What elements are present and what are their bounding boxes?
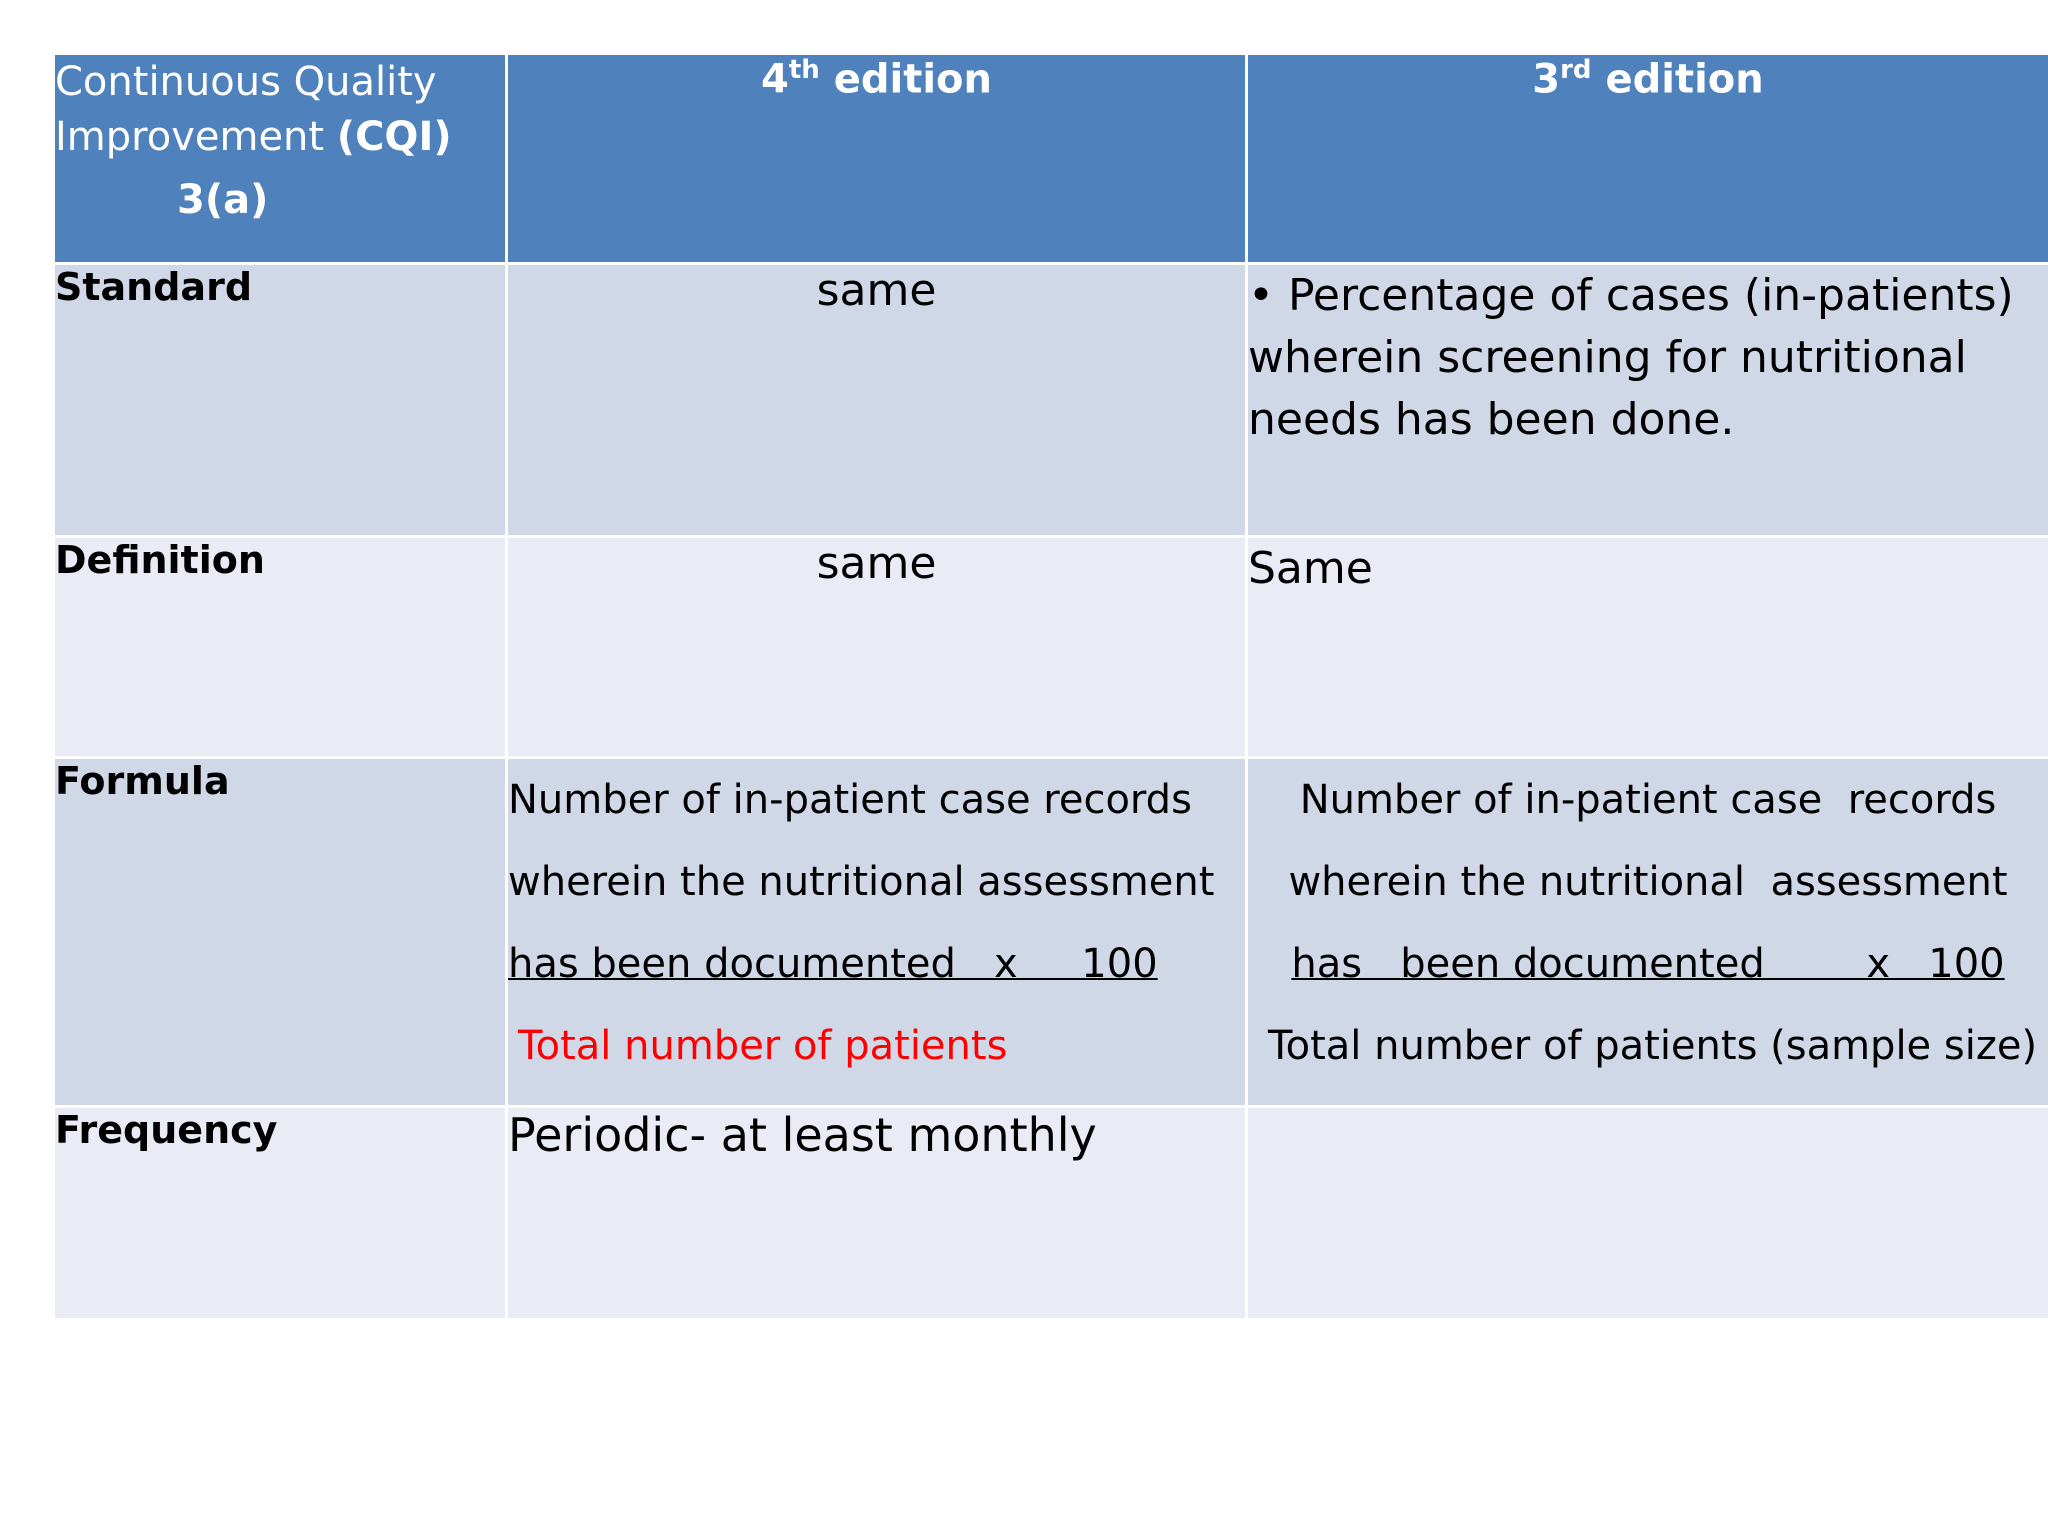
- header-title-line1: Continuous Quality: [55, 59, 437, 105]
- header-4th-sup: th: [788, 55, 820, 85]
- formula-4th-line2: wherein the nutritional assessment: [508, 859, 1215, 905]
- header-4th-num: 4: [761, 56, 789, 103]
- header-title-line2: Improvement: [55, 114, 337, 160]
- formula-3rd-line3-wrap: [1248, 923, 2048, 1005]
- row-label-formula: Formula: [54, 758, 507, 1107]
- definition-4th: same: [507, 537, 1247, 758]
- definition-3rd: Same: [1247, 537, 2048, 758]
- table-row-formula: [54, 758, 2048, 1107]
- table-row-frequency: [54, 1107, 2048, 1320]
- frequency-4th: Periodic- at least monthly: [507, 1107, 1247, 1320]
- formula-3rd-line2: wherein the nutritional assessment: [1288, 859, 2008, 905]
- formula-4th: [507, 758, 1247, 1107]
- row-label-definition: Definition: [54, 537, 507, 758]
- header-title-code: 3(a): [177, 177, 269, 223]
- header-title-cell: [54, 54, 507, 264]
- formula-4th-denominator: Total number of patients: [518, 1023, 1008, 1069]
- comparison-table: [52, 52, 2048, 1321]
- header-3rd-edition: [1247, 54, 2048, 264]
- row-label-frequency: Frequency: [54, 1107, 507, 1320]
- header-row: [54, 54, 2048, 264]
- formula-4th-line3-wrap: [508, 923, 1245, 1005]
- formula-3rd-line3: has been documented x 100: [1291, 941, 2005, 987]
- table-row-definition: [54, 537, 2048, 758]
- header-4th-text: edition: [819, 56, 992, 103]
- header-3rd-text: edition: [1591, 56, 1764, 103]
- formula-4th-line3: has been documented x 100: [508, 941, 1158, 987]
- header-title-abbr: (CQI): [336, 114, 452, 160]
- header-3rd-sup: rd: [1560, 55, 1592, 85]
- standard-3rd: • Percentage of cases (in-patients) wherein screening for nutritional needs has been done.: [1247, 264, 2048, 537]
- formula-3rd-denominator: Total number of patients (sample size): [1268, 1023, 2038, 1069]
- formula-3rd-line1: Number of in-patient case records: [1299, 777, 1997, 823]
- formula-3rd: [1247, 758, 2048, 1107]
- table-row-standard: [54, 264, 2048, 537]
- standard-4th: same: [507, 264, 1247, 537]
- row-label-standard: Standard: [54, 264, 507, 537]
- frequency-3rd: [1247, 1107, 2048, 1320]
- formula-4th-line1: Number of in-patient case records: [508, 777, 1192, 823]
- header-3rd-num: 3: [1532, 56, 1561, 103]
- header-4th-edition: [507, 54, 1247, 264]
